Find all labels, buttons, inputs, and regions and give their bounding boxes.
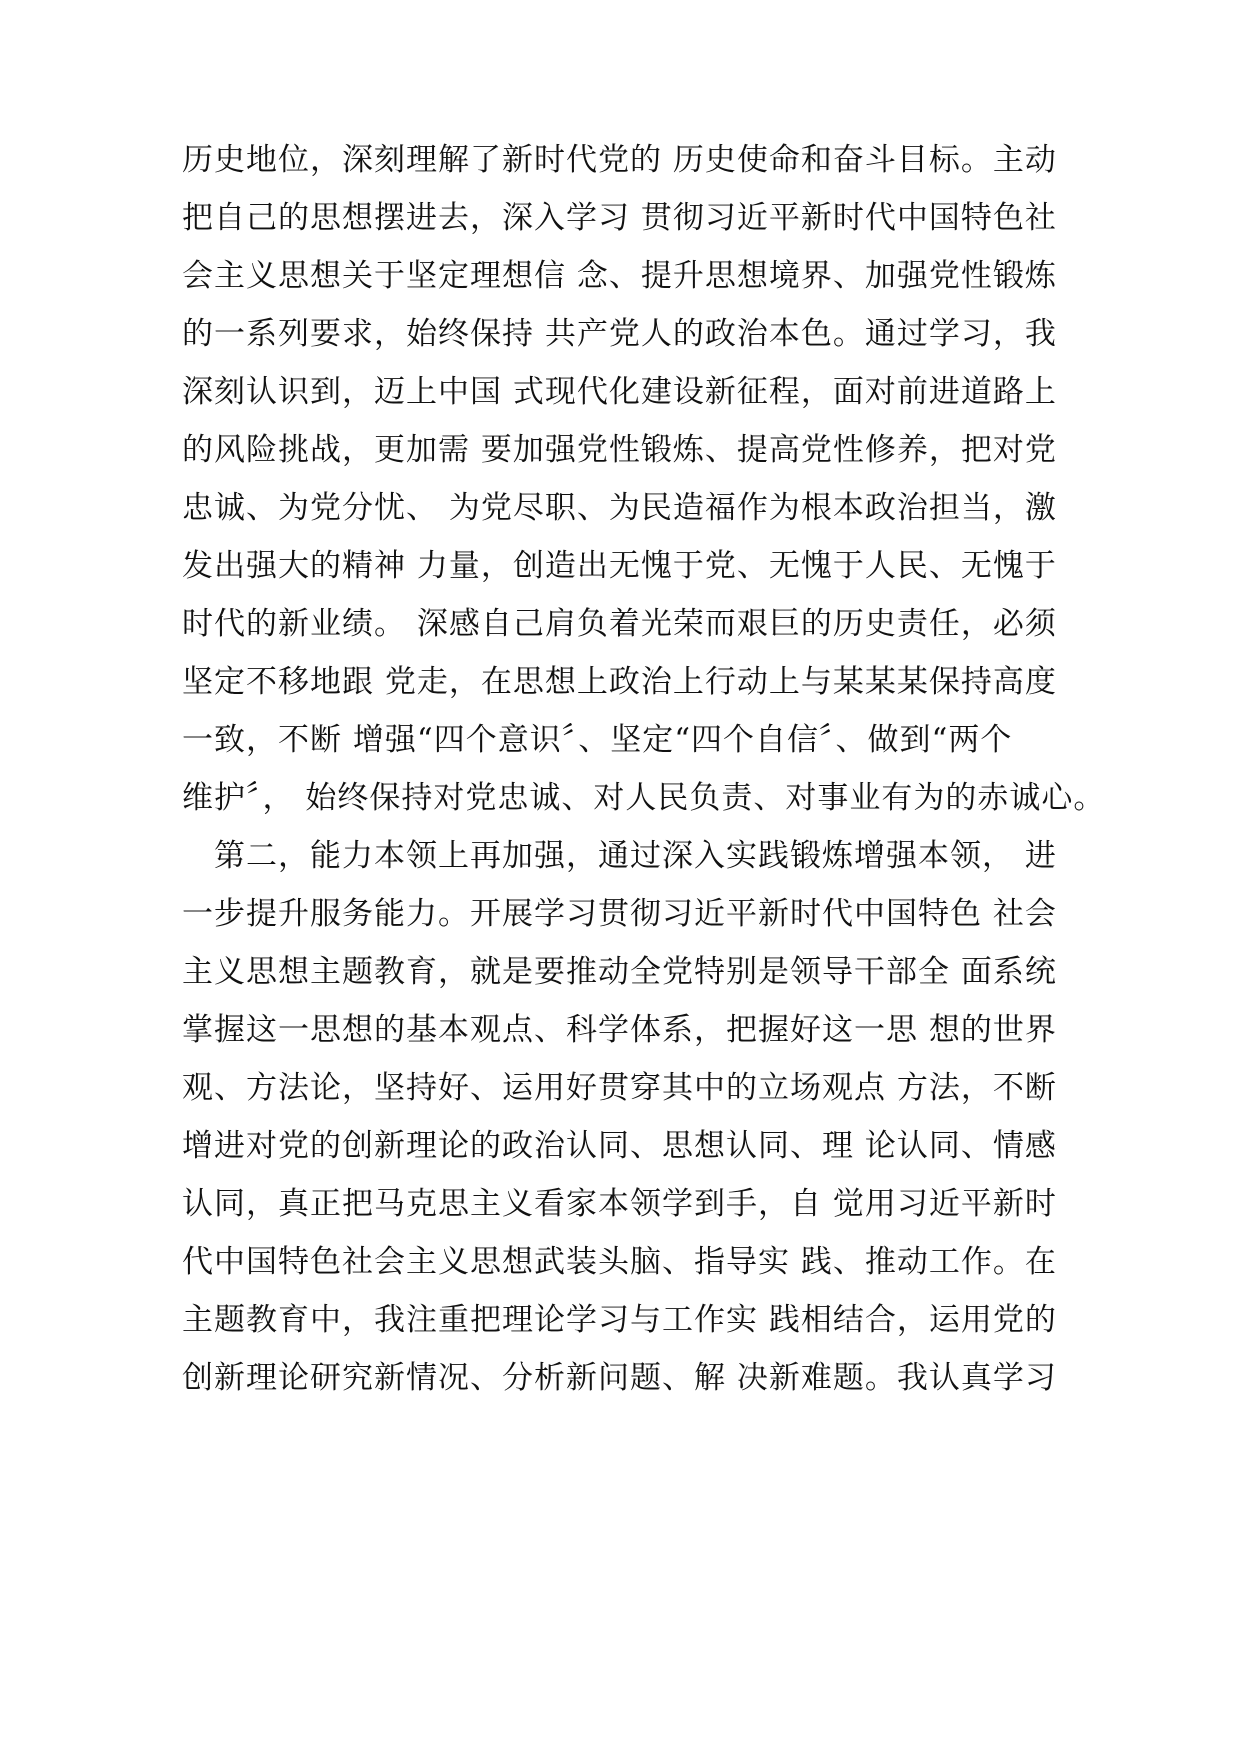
text-line: 坚定不移地跟 党走，在思想上政治上行动上与某某某保持高度 <box>182 664 1057 700</box>
text-line: 观、方法论，坚持好、运用好贯穿其中的立场观点 方法，不断 <box>182 1070 1057 1106</box>
text-line: 主题教育中，我注重把理论学习与工作实 践相结合，运用党的 <box>182 1302 1057 1338</box>
text-line: 历史地位，深刻理解了新时代党的 历史使命和奋斗目标。主动 <box>182 142 1057 178</box>
text-line: 掌握这一思想的基本观点、科学体系，把握好这一思 想的世界 <box>182 1012 1057 1048</box>
text-line: 维护〞， 始终保持对党忠诚、对人民负责、对事业有为的赤诚心。 <box>182 780 1106 816</box>
text-line: 增进对党的创新理论的政治认同、思想认同、理 论认同、情感 <box>182 1128 1057 1164</box>
text-line: 发出强大的精神 力量，创造出无愧于党、无愧于人民、无愧于 <box>182 548 1057 584</box>
text-line: 代中国特色社会主义思想武装头脑、指导实 践、推动工作。在 <box>182 1244 1057 1280</box>
text-line: 一步提升服务能力。开展学习贯彻习近平新时代中国特色 社会 <box>182 896 1057 932</box>
text-line: 创新理论研究新情况、分析新问题、解 决新难题。我认真学习 <box>182 1360 1057 1396</box>
text-line: 忠诚、为党分忧、 为党尽职、为民造福作为根本政治担当，激 <box>182 490 1057 526</box>
text-line: 会主义思想关于坚定理想信 念、提升思想境界、加强党性锻炼 <box>182 258 1057 294</box>
text-line: 的一系列要求，始终保持 共产党人的政治本色。通过学习，我 <box>182 316 1057 352</box>
text-line: 一致，不断 增强“四个意识〞、坚定“四个自信〞、做到“两个 <box>182 722 1013 758</box>
text-line: 深刻认识到，迈上中国 式现代化建设新征程，面对前进道路上 <box>182 374 1057 410</box>
text-line: 主义思想主题教育，就是要推动全党特别是领导干部全 面系统 <box>182 954 1057 990</box>
text-line: 把自己的思想摆进去，深入学习 贯彻习近平新时代中国特色社 <box>182 200 1057 236</box>
text-line: 时代的新业绩。 深感自己肩负着光荣而艰巨的历史责任，必须 <box>182 606 1057 642</box>
paragraph-start-line: 第二，能力本领上再加强，通过深入实践锻炼增强本领， 进 <box>182 838 1057 874</box>
text-line: 认同，真正把马克思主义看家本领学到手，自 觉用习近平新时 <box>182 1186 1057 1222</box>
text-line: 的风险挑战，更加需 要加强党性锻炼、提高党性修养，把对党 <box>182 432 1057 468</box>
